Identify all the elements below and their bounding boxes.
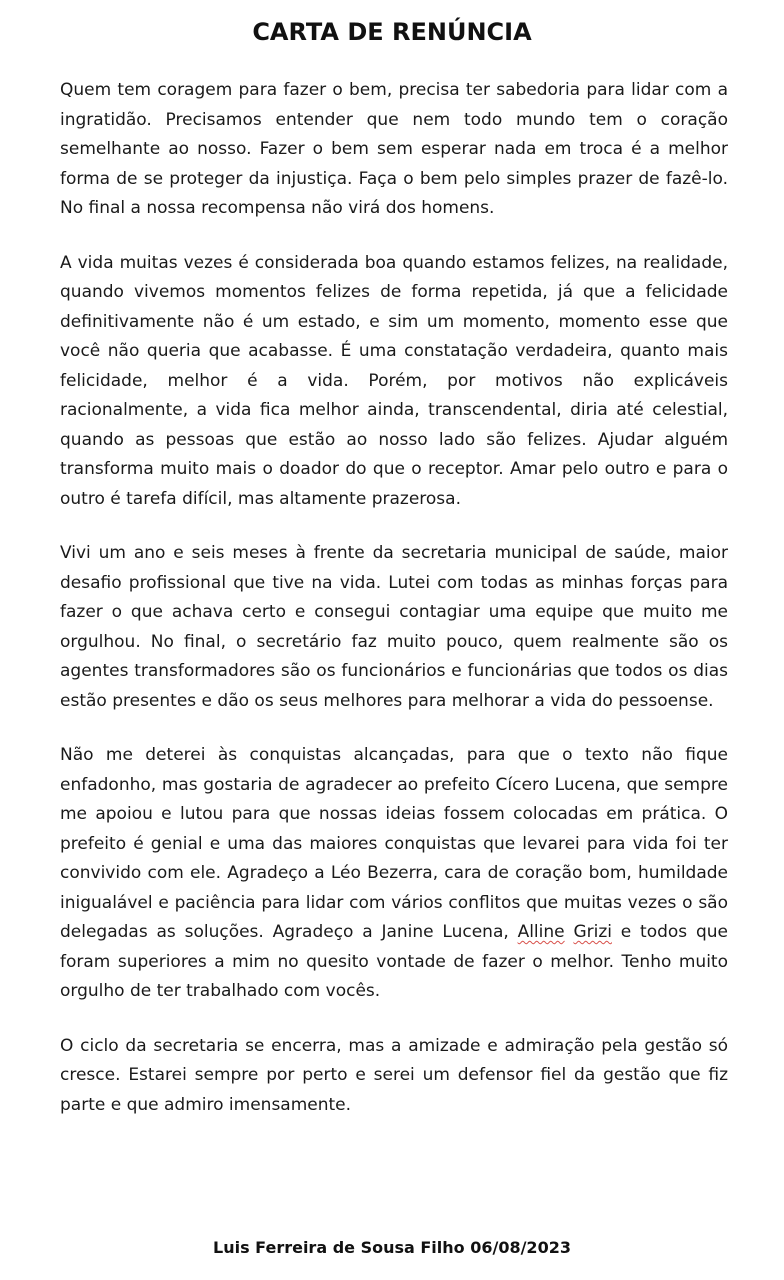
paragraph-2: A vida muitas vezes é considerada boa quando estamos felizes, na realidade, quando vivemos momentos felizes de forma repetida, já que a felicidade definitivamente não é um estado, e sim um momento, momento esse que você não queria que acabasse. É uma constatação verdadeira, quanto mais felicidade, melhor é a vida. Porém, por motivos não explicáveis racionalmente, a vida fica melhor ainda, transcendental, diria até celestial, quando as pessoas que estão ao nosso lado são felizes. Ajudar alguém transforma muito mais o doador do que o receptor. Amar pelo outro e para o outro é tarefa difícil, mas altamente prazerosa. bbox=[60, 252, 728, 509]
spellcheck-flagged-word[interactable]: Grizi bbox=[573, 922, 612, 942]
paragraph-4-text-start: Não me deterei às conquistas alcançadas, para que o texto não fique enfadonho, mas gostaria de agradecer ao prefeito Cícero Lucena, que sempre me apoiou e lutou para que nossas ideias fossem colocadas em prática. O prefeito é genial e uma das maiores conquistas que levarei para vida foi ter convivido com ele. Agradeço a Léo Bezerra, cara de coração bom, humildade inigualável e paciência para lidar com vários conflitos que muitas vezes o são delegadas as soluções. Agradeço a Janine Lucena, bbox=[60, 745, 728, 942]
paragraph-4-text-end: e todos que foram superiores a mim no quesito vontade de fazer o melhor. Tenho muito orgulho de ter trabalhado com vocês. bbox=[60, 922, 728, 1001]
paragraph-4 bbox=[60, 741, 728, 1007]
letter-body bbox=[60, 76, 728, 1145]
paragraph-3: Vivi um ano e seis meses à frente da secretaria municipal de saúde, maior desafio profissional que tive na vida. Lutei com todas as minhas forças para fazer o que achava certo e consegui contagiar uma equipe que muito me orgulhou. No final, o secretário faz muito pouco, quem realmente são os agentes transformadores são os funcionários e funcionárias que todos os dias estão presentes e dão os seus melhores para melhorar a vida do pessoense. bbox=[60, 543, 728, 711]
signature-line: Luis Ferreira de Sousa Filho 06/08/2023 bbox=[213, 1238, 571, 1257]
paragraph-5: O ciclo da secretaria se encerra, mas a amizade e admiração pela gestão só cresce. Estarei sempre por perto e serei um defensor fiel da gestão que fiz parte e que admiro imensamente. bbox=[60, 1035, 728, 1115]
letter-title: CARTA DE RENÚNCIA bbox=[252, 18, 532, 46]
spellcheck-flagged-word[interactable]: Alline bbox=[517, 922, 565, 942]
paragraph-1: Quem tem coragem para fazer o bem, precisa ter sabedoria para lidar com a ingratidão. Precisamos entender que nem todo mundo tem o coração semelhante ao nosso. Fazer o bem sem esperar nada em troca é a melhor forma de se proteger da injustiça. Faça o bem pelo simples prazer de fazê-lo. No final a nossa recompensa não virá dos homens. bbox=[60, 80, 728, 218]
